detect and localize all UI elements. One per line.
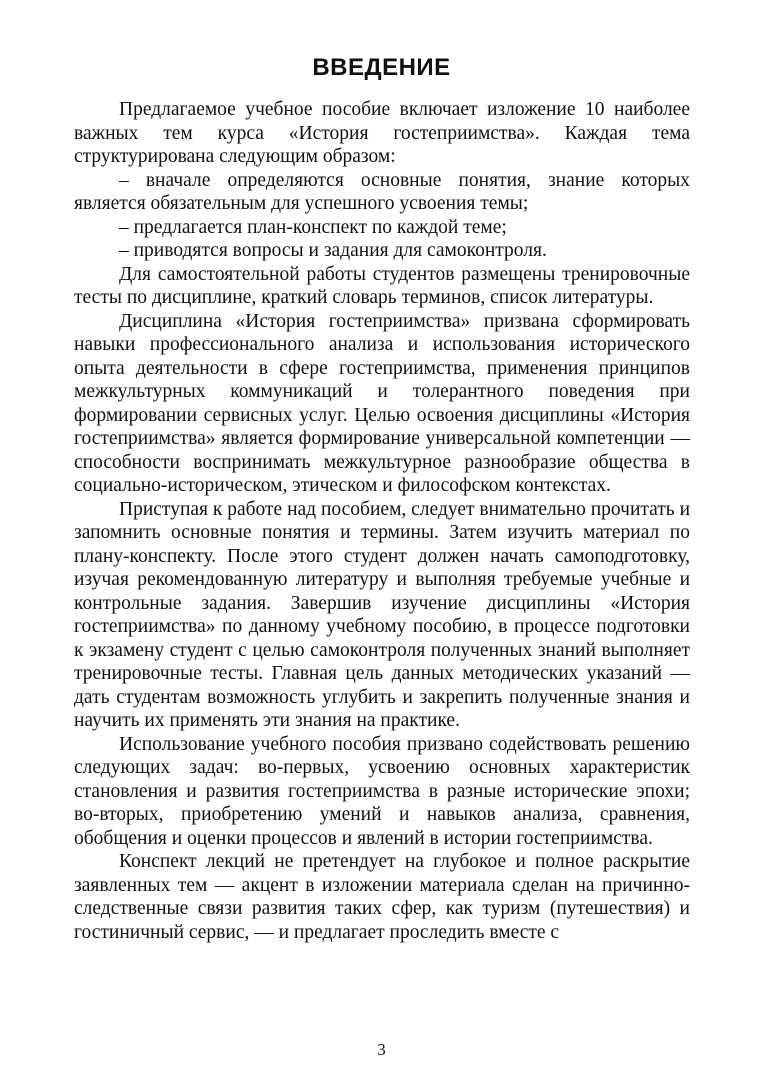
body-text [74,98,690,944]
list-item-questions: – приводятся вопросы и задания для самоконтроля. [119,240,547,261]
paragraph-workflow: Приступая к работе над пособием, следует внимательно прочитать и запомнить основные понятия и термины. Затем изучить материал по плану-конспекту. После этого студент должен начать самоподготовку, изучая рекомендованную литературу и выполняя требуемые учебные и контрольные задания. Завершив изучение дисциплины «История гостеприимства» по данному учебному пособию, в процессе подготовки к экзамену студент с целью самоконтроля полученных знаний выполняет тренировочные тесты. Главная цель данных методических указаний — дать студентам возможность углубить и закрепить полученные знания и научить их применять эти знания на практике. [74,498,691,731]
paragraph-intro: Предлагаемое учебное пособие включает изложение 10 наиболее важных тем курса «История гостеприимства». Каждая тема структурирована следующим образом: [74,99,690,167]
page-number: 3 [377,1040,386,1059]
paragraph-tasks: Использование учебного пособия призвано содействовать решению следующих задач: во-первых, усвоению основных характеристик становления и развития гостеприимства в разные исторические эпохи; во-вторых, приобретению умений и навыков анализа, сравнения, обобщения и оценки процессов и явлений в истории гостеприимства. [74,733,690,849]
list-item-plan: – предлагается план-конспект по каждой теме; [119,216,507,238]
list-item-concepts: – вначале определяются основные понятия, знание которых является обязательным для успешного усвоения темы; [74,169,690,214]
paragraph-discipline: Дисциплина «История гостеприимства» призвана сформировать навыки профессионального анализа и использования исторического опыта деятельности в сфере гостеприимства, применения принципов межкультурных коммуникаций и толерантного поведения при формировании сервисных услуг. Целью освоения дисциплины «История гостеприимства» является формирование универсальной компетенции — способности воспринимать межкультурное разнообразие общества в социально-историческом, этическом и философском контекстах. [74,310,690,496]
paragraph-self-study: Для самостоятельной работы студентов размещены тренировочные тесты по дисциплине, краткий словарь терминов, список литературы. [74,263,690,308]
paragraph-lectures: Конспект лекций не претендует на глубокое и полное раскрытие заявленных тем — акцент в изложении материала сделан на причинно-следственные связи развития таких сфер, как туризм (путешествия) и гостиничный сервис, — и предлагает проследить вместе с [74,851,690,943]
page-title: ВВЕДЕНИЕ [312,54,451,81]
